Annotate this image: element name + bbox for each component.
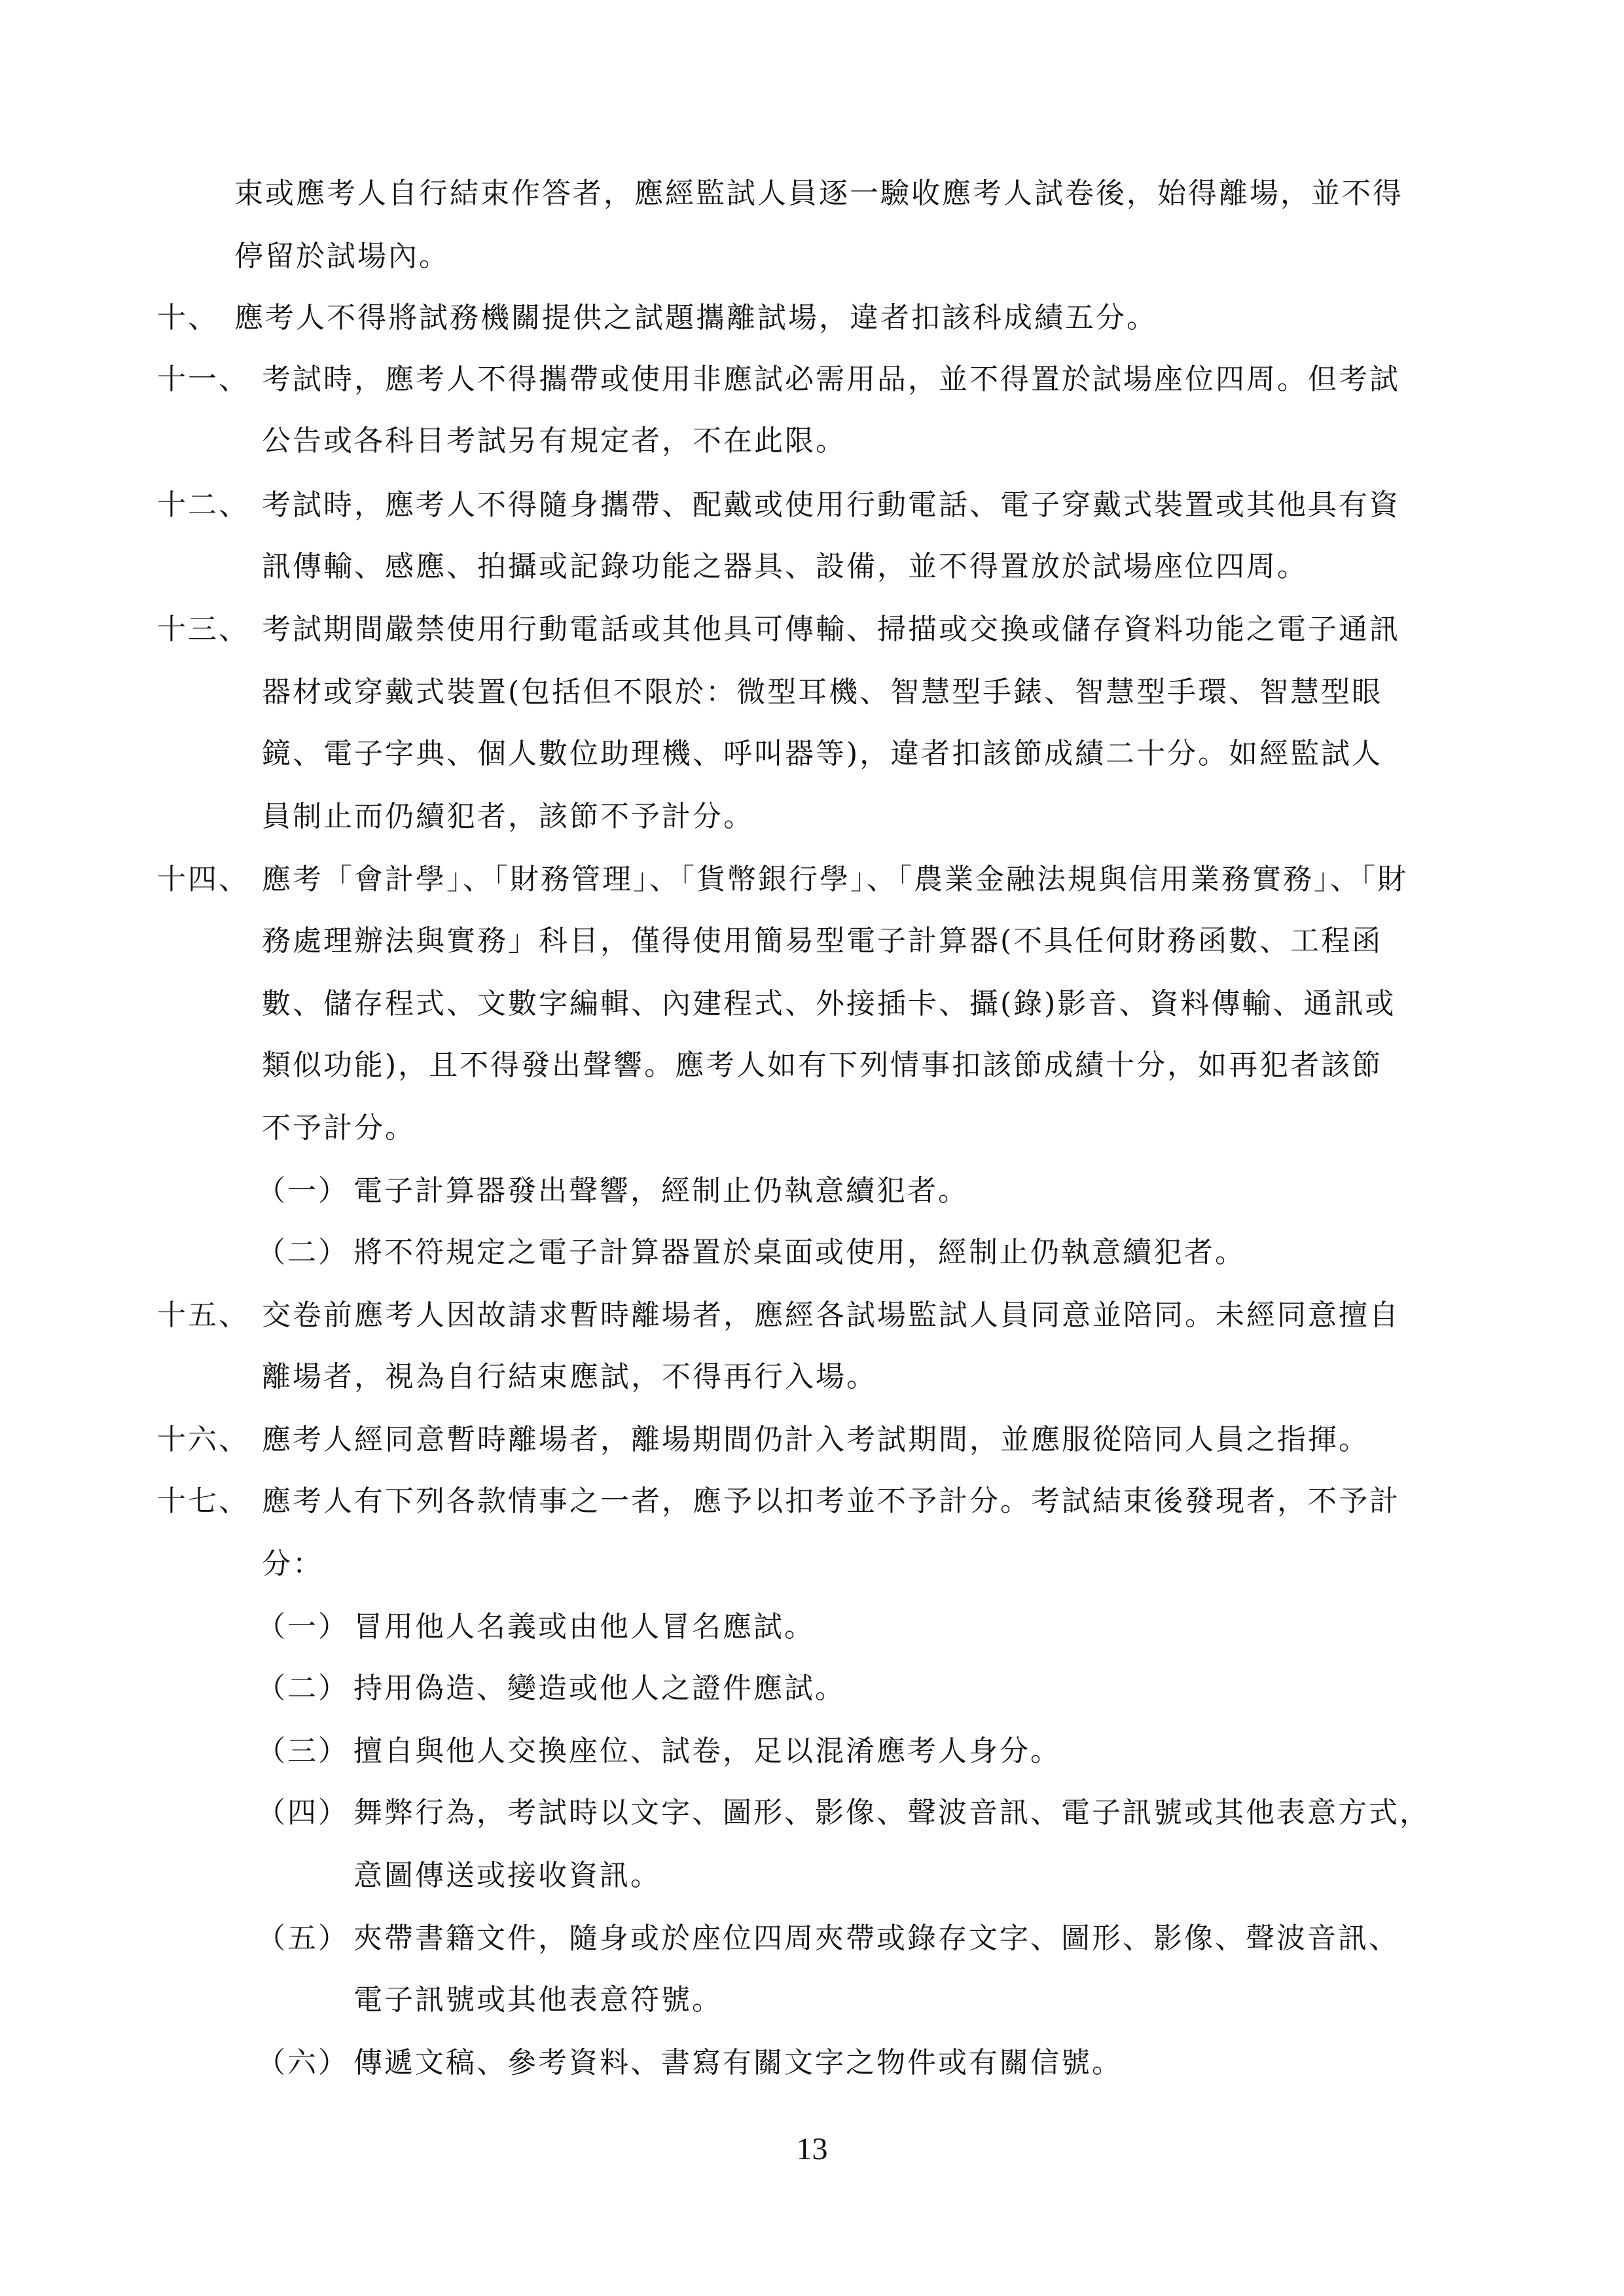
item-line: 分： xyxy=(262,1547,323,1581)
item-line: 考試時，應考人不得隨身攜帶、配戴或使用行動電話、電子穿戴式裝置或其他具有資 xyxy=(262,488,1400,522)
item-number: 十二、 xyxy=(157,488,249,522)
subitem-line: 擅自與他人交換座位、試卷，足以混淆應考人身分。 xyxy=(353,1734,1061,1768)
item-line: 務處理辦法與實務」科目，僅得使用簡易型電子計算器(不具任何財務函數、工程函 xyxy=(262,924,1383,958)
item-line: 離場者，視為自行結束應試，不得再行入場。 xyxy=(262,1360,877,1393)
item-line: 交卷前應考人因故請求暫時離場者，應經各試場監試人員同意並陪同。未經同意擅自 xyxy=(262,1299,1400,1332)
item-line: 考試期間嚴禁使用行動電話或其他具可傳輸、掃描或交換或儲存資料功能之電子通訊 xyxy=(262,613,1400,646)
subitem-line: 傳遞文稿、參考資料、書寫有關文字之物件或有關信號。 xyxy=(353,2046,1123,2079)
item-line: 鏡、電子字典、個人數位助理機、呼叫器等)，違者扣該節成績二十分。如經監試人 xyxy=(262,737,1383,770)
item-number: 十、 xyxy=(157,301,219,334)
item-line: 類似功能)，且不得發出聲響。應考人如有下列情事扣該節成績十分，如再犯者該節 xyxy=(262,1049,1383,1082)
item-number: 十七、 xyxy=(157,1484,249,1518)
subitem-line: 電子計算器發出聲響，經制止仍執意續犯者。 xyxy=(353,1174,969,1208)
subitem-line: 將不符規定之電子計算器置於桌面或使用，經制止仍執意續犯者。 xyxy=(353,1236,1246,1269)
item-number: 十四、 xyxy=(157,863,249,896)
item-line: 公告或各科目考試另有規定者，不在此限。 xyxy=(262,424,846,457)
item-line: 考試時，應考人不得攜帶或使用非應試必需用品，並不得置於試場座位四周。但考試 xyxy=(262,363,1400,396)
subitem-number: （六） xyxy=(257,2046,349,2079)
item-line: 數、儲存程式、文數字編輯、內建程式、外接插卡、攝(錄)影音、資料傳輸、通訊或 xyxy=(262,987,1396,1020)
item-line: 應考人有下列各款情事之一者，應予以扣考並不予計分。考試結束後發現者，不予計 xyxy=(262,1484,1400,1518)
subitem-number: （二） xyxy=(257,1236,349,1269)
subitem-number: （二） xyxy=(257,1672,349,1705)
continuation-line: 束或應考人自行結束作答者，應經監試人員逐一驗收應考人試卷後，始得離場，並不得 xyxy=(234,177,1403,210)
item-line: 訊傳輸、感應、拍攝或記錄功能之器具、設備，並不得置放於試場座位四周。 xyxy=(262,550,1308,583)
item-number: 十一、 xyxy=(157,363,249,396)
subitem-line: 電子訊號或其他表意符號。 xyxy=(353,1983,723,2017)
subitem-line: 持用偽造、變造或他人之證件應試。 xyxy=(353,1672,846,1705)
item-line: 不予計分。 xyxy=(262,1111,416,1145)
item-line: 應考「會計學」、「財務管理」、「貨幣銀行學」、「農業金融法規與信用業務實務」、「財 xyxy=(262,863,1408,896)
item-line: 應考人不得將試務機關提供之試題攜離試場，違者扣該科成績五分。 xyxy=(234,301,1157,334)
item-line: 員制止而仍續犯者，該節不予計分。 xyxy=(262,800,754,833)
subitem-line: 冒用他人名義或由他人冒名應試。 xyxy=(353,1610,815,1643)
subitem-number: （四） xyxy=(257,1796,349,1829)
subitem-number: （五） xyxy=(257,1922,349,1955)
subitem-number: （三） xyxy=(257,1734,349,1768)
subitem-line: 舞弊行為，考試時以文字、圖形、影像、聲波音訊、電子訊號或其他表意方式， xyxy=(353,1796,1430,1829)
item-number: 十三、 xyxy=(157,613,249,646)
subitem-line: 意圖傳送或接收資訊。 xyxy=(353,1859,661,1892)
subitem-number: （一） xyxy=(257,1174,349,1208)
page-number: 13 xyxy=(796,2132,828,2166)
item-line: 器材或穿戴式裝置(包括但不限於：微型耳機、智慧型手錶、智慧型手環、智慧型眼 xyxy=(262,675,1383,709)
subitem-number: （一） xyxy=(257,1610,349,1643)
item-line: 應考人經同意暫時離場者，離場期間仍計入考試期間，並應服從陪同人員之指揮。 xyxy=(262,1423,1369,1456)
item-number: 十六、 xyxy=(157,1423,249,1456)
item-number: 十五、 xyxy=(157,1299,249,1332)
subitem-line: 夾帶書籍文件，隨身或於座位四周夾帶或錄存文字、圖形、影像、聲波音訊、 xyxy=(353,1922,1399,1955)
continuation-line: 停留於試場內。 xyxy=(234,240,450,273)
